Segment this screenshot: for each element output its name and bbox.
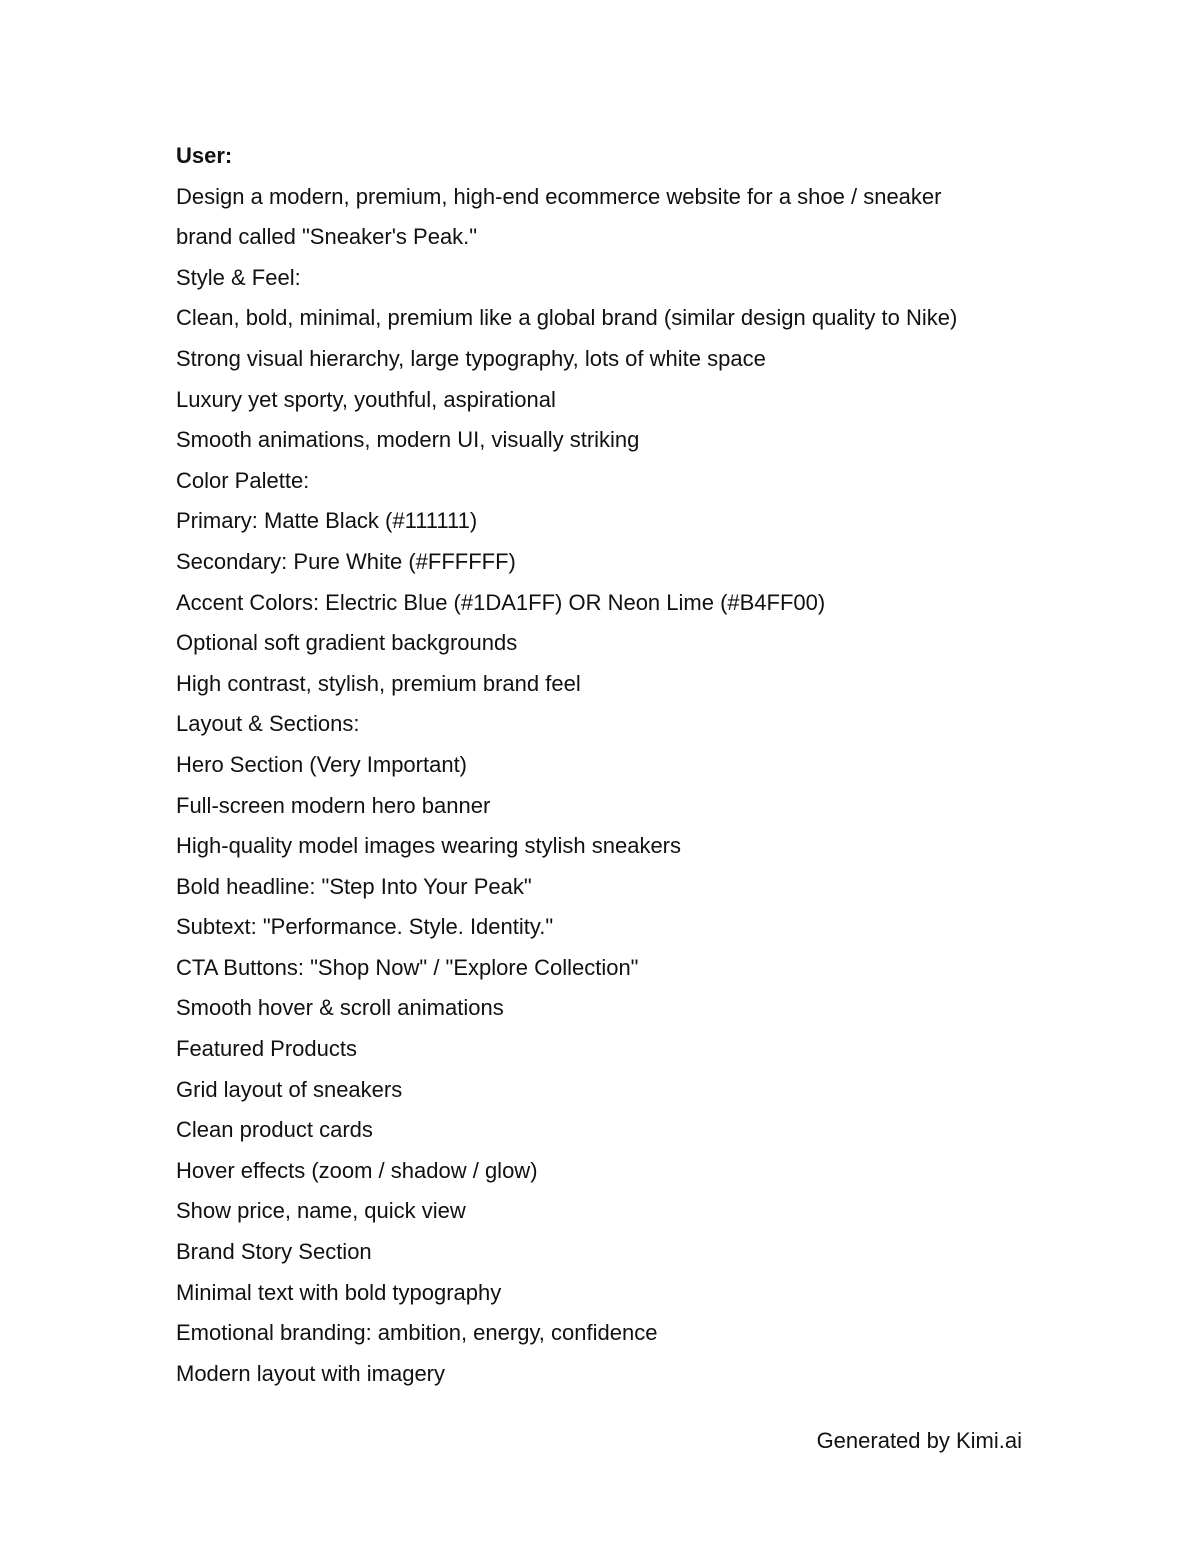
section-heading: Style & Feel:: [176, 264, 301, 290]
message-line: Design a modern, premium, high-end ecommerce website for a shoe / sneaker: [176, 183, 942, 209]
message-line: Smooth animations, modern UI, visually striking: [176, 427, 640, 453]
section-heading: Layout & Sections:: [176, 711, 360, 737]
message-line: Hover effects (zoom / shadow / glow): [176, 1157, 538, 1183]
footer-attribution: Generated by Kimi.ai: [816, 1428, 1022, 1453]
message-line: Accent Colors: Electric Blue (#1DA1FF) OR Neon Lime (#B4FF00): [176, 589, 826, 615]
message-line: Show price, name, quick view: [176, 1198, 466, 1224]
message-line: Optional soft gradient backgrounds: [176, 630, 518, 656]
message-line: Smooth hover & scroll animations: [176, 995, 504, 1021]
section-heading: Color Palette:: [176, 467, 310, 493]
speaker-label: User:: [176, 143, 233, 168]
message-line: Primary: Matte Black (#111111): [176, 508, 478, 534]
message-line: Emotional branding: ambition, energy, confidence: [176, 1320, 658, 1346]
message-line: CTA Buttons: "Shop Now" / "Explore Collection": [176, 954, 639, 980]
message-line: High-quality model images wearing stylish sneakers: [176, 833, 682, 859]
message-line: Clean product cards: [176, 1117, 373, 1143]
message-line: Grid layout of sneakers: [176, 1076, 403, 1102]
message-line: Clean, bold, minimal, premium like a global brand (similar design quality to Nike): [176, 305, 958, 331]
message-content: [176, 136, 1036, 1394]
message-line: Hero Section (Very Important): [176, 751, 468, 777]
message-line: Bold headline: "Step Into Your Peak": [176, 873, 532, 899]
message-line: Featured Products: [176, 1036, 357, 1062]
message-line: Minimal text with bold typography: [176, 1279, 502, 1305]
message-line: brand called "Sneaker's Peak.": [176, 224, 478, 250]
message-line: Secondary: Pure White (#FFFFFF): [176, 548, 516, 574]
message-line: Full-screen modern hero banner: [176, 792, 491, 818]
message-line: Brand Story Section: [176, 1239, 372, 1265]
message-line: High contrast, stylish, premium brand feel: [176, 670, 581, 696]
message-line: Subtext: "Performance. Style. Identity.": [176, 914, 554, 940]
message-line: Luxury yet sporty, youthful, aspirational: [176, 386, 556, 412]
message-line: Strong visual hierarchy, large typography, lots of white space: [176, 345, 766, 371]
message-line: Modern layout with imagery: [176, 1360, 446, 1386]
